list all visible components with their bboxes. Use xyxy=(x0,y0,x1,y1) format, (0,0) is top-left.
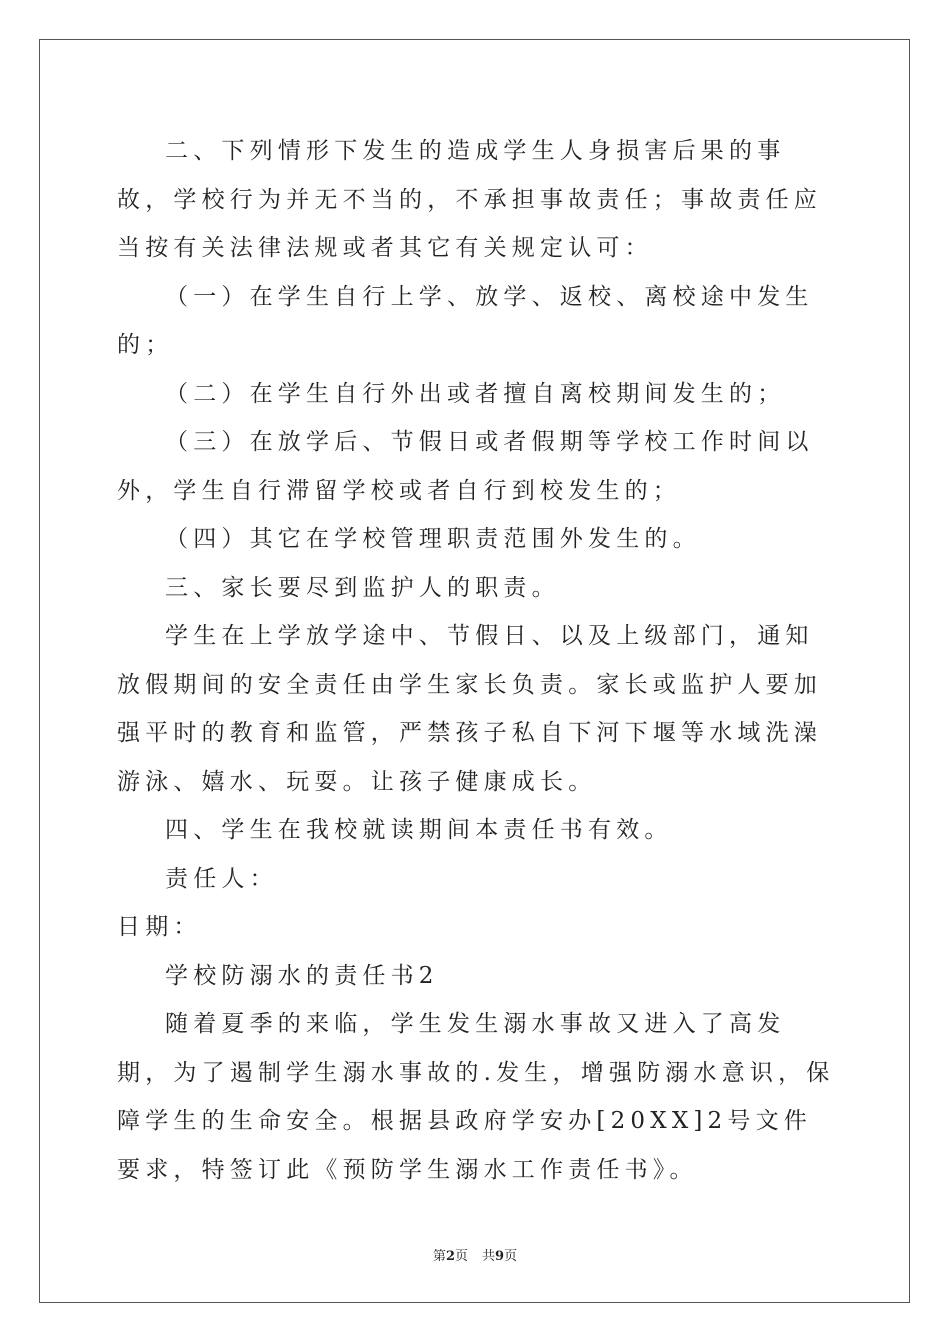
paragraph-parent-duty: 学生在上学放学途中、节假日、以及上级部门，通知放假期间的安全责任由学生家长负责。家长或监护人要加强平时的教育和监管，严禁孩子私自下河下堰等水域洗澡游泳、嬉水、玩耍。让孩子健康成长。 xyxy=(117,623,822,795)
page-suffix: 页 xyxy=(454,1249,468,1264)
page-current: 2 xyxy=(445,1249,455,1264)
paragraph-section-three: 三、家长要尽到监护人的职责。 xyxy=(165,574,560,601)
section-title: 学校防溺水的责任书2 xyxy=(165,962,439,989)
date-label: 日期： xyxy=(117,914,202,940)
page-total: 9 xyxy=(495,1249,505,1264)
page-footer xyxy=(0,1245,950,1264)
paragraph-item-two: （二）在学生自行外出或者擅自离校期间发生的； xyxy=(165,380,786,407)
total-suffix: 页 xyxy=(504,1249,518,1264)
paragraph-item-four: （四）其它在学校管理职责范围外发生的。 xyxy=(165,526,701,552)
page-prefix: 第 xyxy=(432,1249,446,1264)
paragraph-section-two: 二、下列情形下发生的造成学生人身损害后果的事故，学校行为并无不当的，不承担事故责任；事故责任应当按有关法律法规或者其它有关规定认可： xyxy=(117,138,822,261)
paragraph-intro: 随着夏季的来临，学生发生溺水事故又进入了高发期，为了遏制学生溺水事故的.发生，增强防溺水意识，保障学生的生命安全。根据县政府学安办[20XX]2号文件要求，特签订此《预防学生溺水工作责任书》。 xyxy=(117,1011,835,1183)
responsible-person-label: 责任人： xyxy=(165,865,278,892)
paragraph-item-one: （一）在学生自行上学、放学、返校、离校途中发生的； xyxy=(117,283,814,358)
paragraph-item-three: （三）在放学后、节假日或者假期等学校工作时间以外，学生自行滞留学校或者自行到校发生的； xyxy=(117,429,814,504)
total-prefix: 共 xyxy=(482,1249,496,1264)
paragraph-section-four: 四、学生在我校就读期间本责任书有效。 xyxy=(165,817,673,843)
document-body xyxy=(117,127,837,1194)
